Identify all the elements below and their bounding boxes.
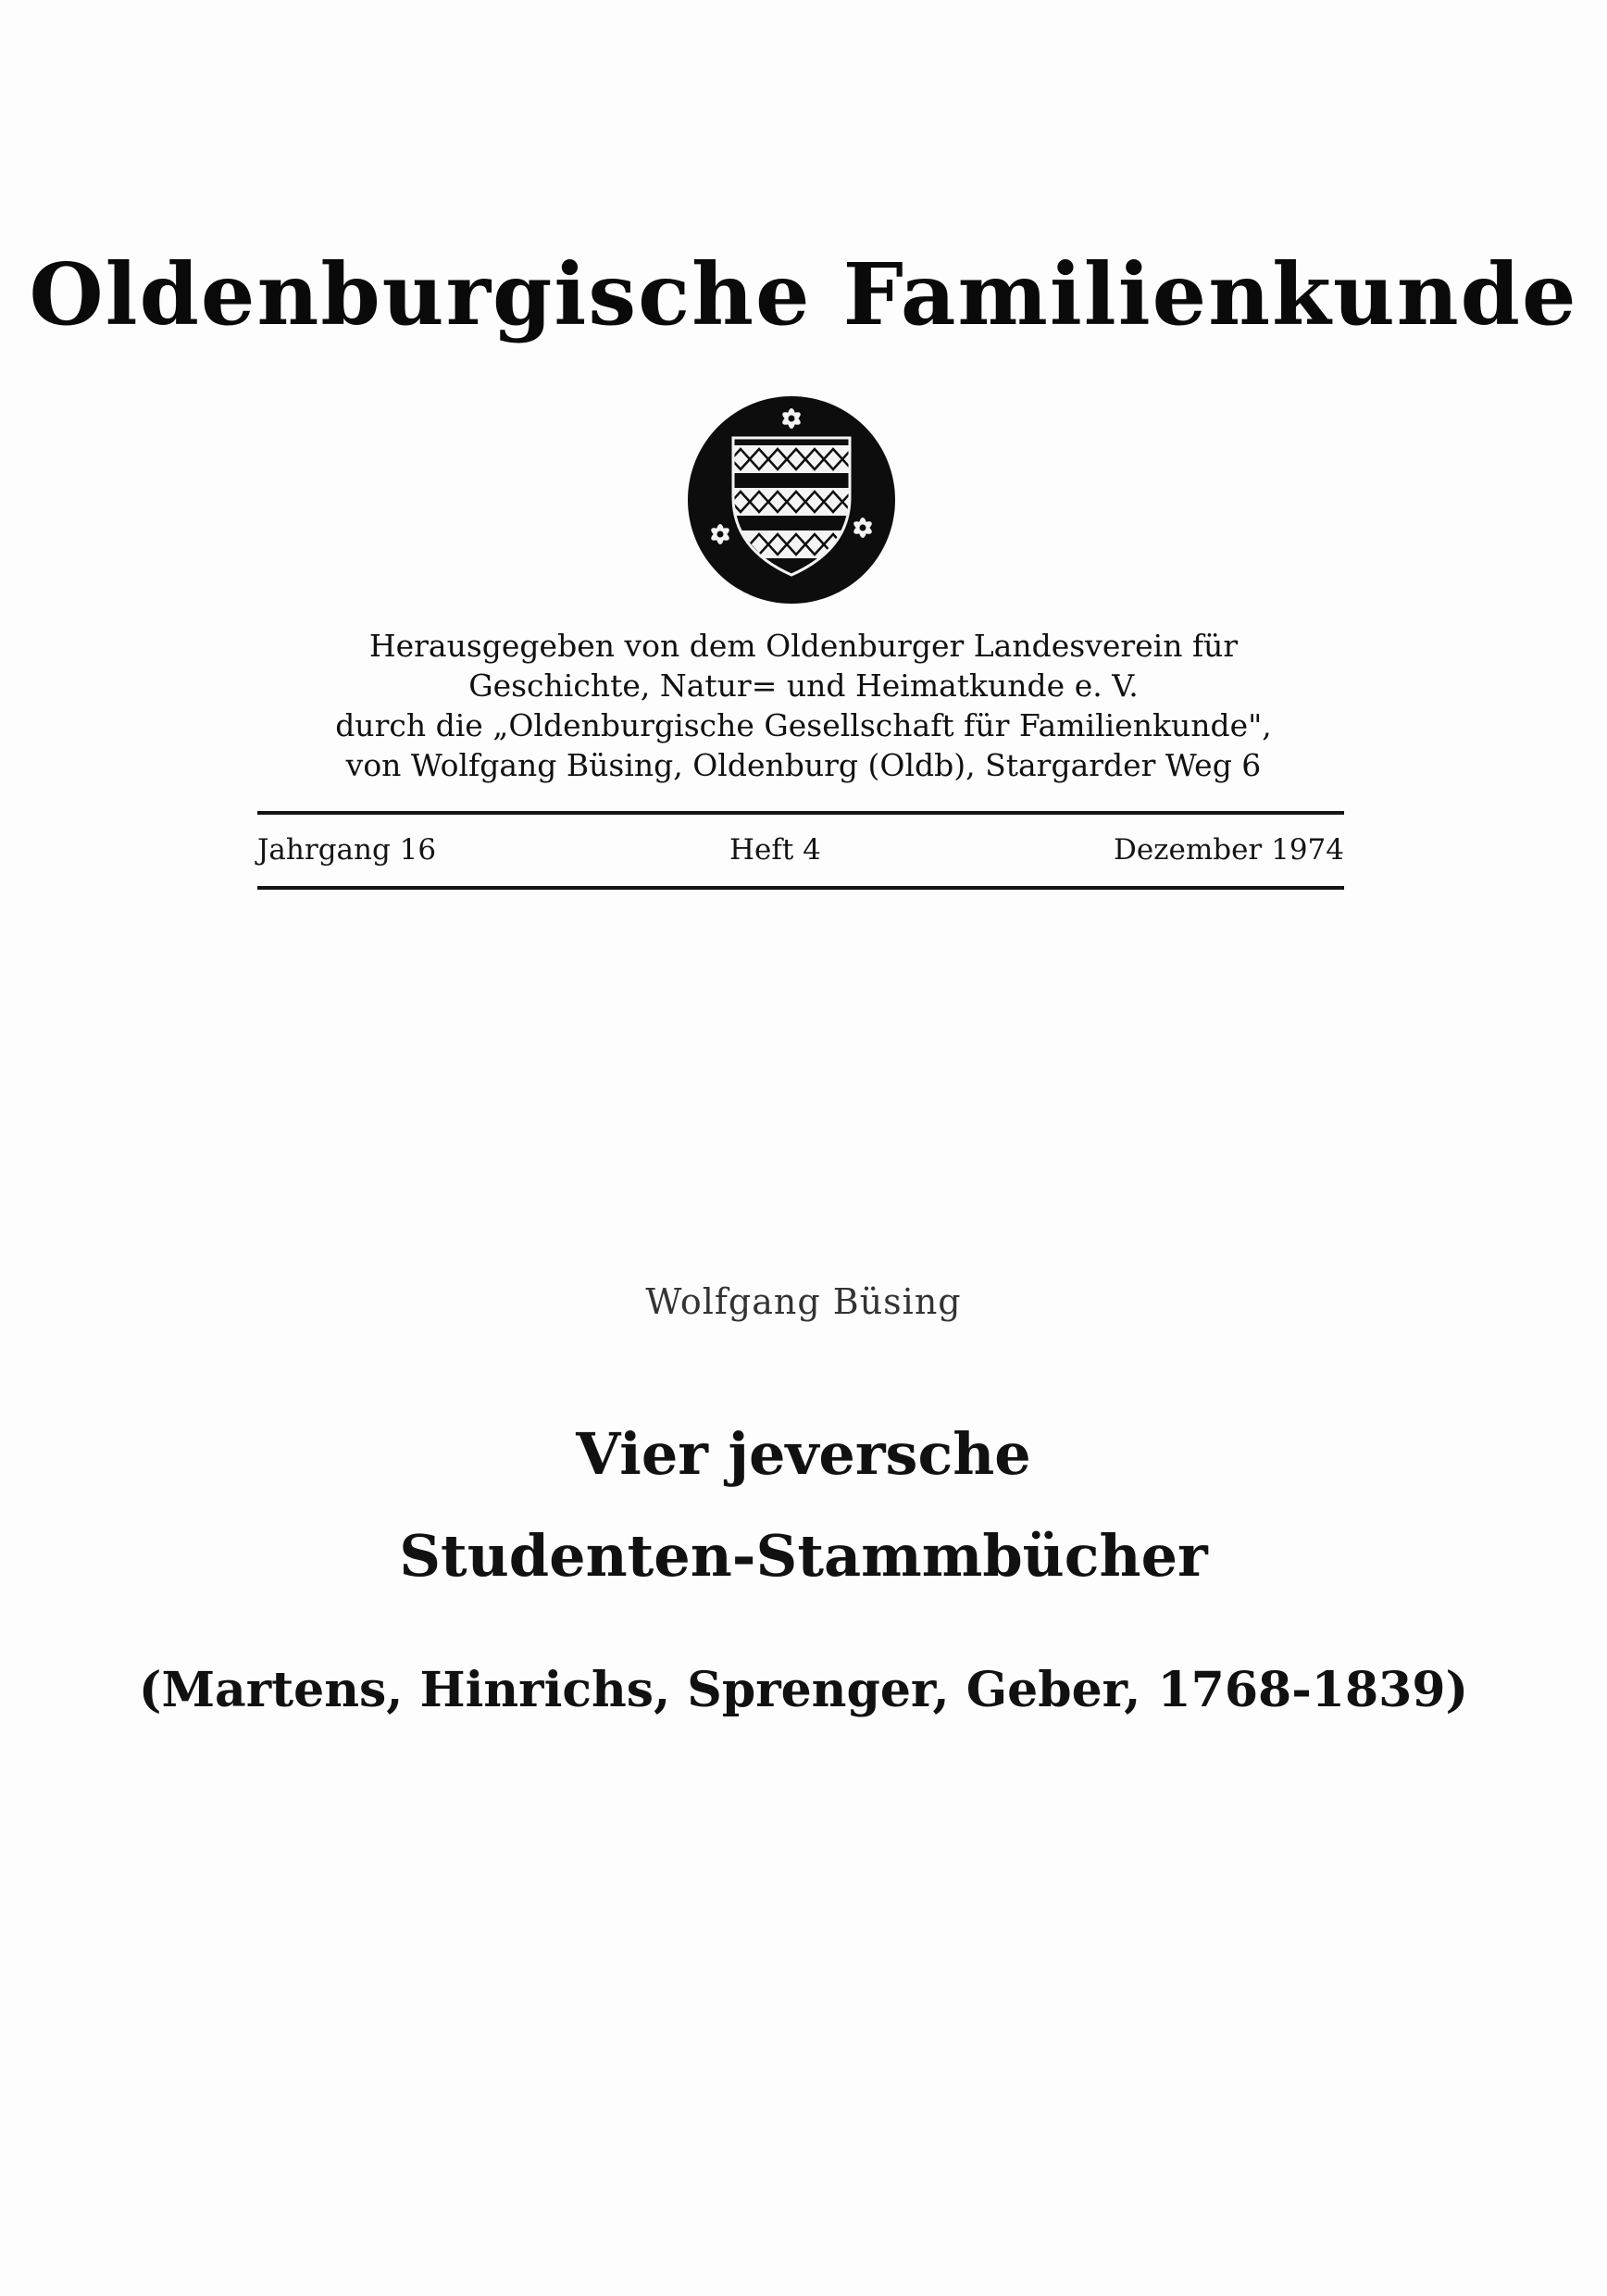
issue-volume: Jahrgang 16 <box>257 833 437 867</box>
publisher-block <box>0 626 1607 785</box>
issue-info-row <box>257 830 1344 870</box>
publisher-line: von Wolfgang Büsing, Oldenburg (Oldb), Stargarder Weg 6 <box>345 747 1262 783</box>
journal-title: Oldenburgische Familienkunde <box>29 244 1578 344</box>
issue-number: Heft 4 <box>729 833 821 867</box>
article-author: Wolfgang Büsing <box>645 1281 962 1322</box>
issue-date: Dezember 1974 <box>1113 833 1344 867</box>
publisher-line: Geschichte, Natur= und Heimatkunde e. V. <box>468 668 1139 704</box>
bottom-divider <box>257 886 1344 890</box>
top-divider <box>257 811 1344 815</box>
publisher-line: Herausgegeben von dem Oldenburger Landesverein für <box>368 628 1239 664</box>
oldenburg-coat-of-arms-icon <box>685 393 898 606</box>
article-title-line-2: Studenten-Stammbücher <box>399 1522 1208 1590</box>
article-title-line-1: Vier jeversche <box>576 1420 1031 1488</box>
article-subtitle: (Martens, Hinrichs, Sprenger, Geber, 1768-1839) <box>138 1662 1469 1718</box>
publisher-line: durch die „Oldenburgische Gesellschaft für Familienkunde", <box>335 707 1272 743</box>
